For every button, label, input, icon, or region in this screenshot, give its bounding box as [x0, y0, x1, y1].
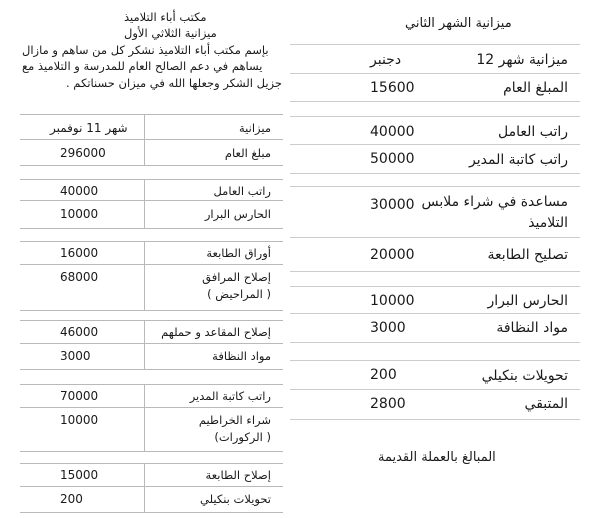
intro-text-line-2: يساهم في دعم الصالح العام للمدرسة و التلاميذ مع	[22, 59, 263, 73]
right-header-month: دجنبر	[370, 52, 402, 68]
intro-text-line-3: جزيل الشكر وجعلها الله في ميزان حسناتكم .	[66, 76, 283, 90]
row-label: الحارس البرار	[487, 293, 568, 309]
table-row	[290, 360, 580, 390]
row-value: 20000	[370, 247, 415, 263]
table-row	[20, 241, 283, 265]
row-label: راتب كاتبة المدير	[189, 389, 271, 403]
currency-note: المبالغ بالعملة القديمة	[378, 450, 496, 465]
row-value: 30000	[370, 197, 415, 213]
left-total-value: 296000	[60, 146, 106, 160]
row-value: 16000	[60, 246, 99, 260]
row-label: راتب العامل	[497, 124, 568, 140]
row-label-cont: التلاميذ	[528, 215, 568, 231]
row-value: 46000	[60, 325, 99, 339]
intro-text-line-1: بإسم مكتب أباء التلاميذ نشكر كل من ساهم و مازال	[22, 43, 269, 57]
office-name: مكتب أباء التلاميذ	[124, 10, 207, 24]
row-label: شراء الخراطيم	[198, 413, 271, 427]
right-total-label: المبلغ العام	[503, 80, 568, 96]
table-row	[290, 286, 580, 314]
row-value: 3000	[370, 320, 406, 336]
table-row	[290, 186, 580, 238]
row-value: 3000	[60, 349, 91, 363]
row-value: 200	[60, 492, 83, 506]
row-label: راتب كاتبة المدير	[469, 152, 568, 168]
table-row	[20, 179, 283, 201]
row-label-cont: ( الركورات)	[214, 430, 271, 444]
row-label: مساعدة في شراء ملابس	[421, 194, 568, 210]
table-row	[290, 145, 580, 174]
table-row	[20, 265, 283, 311]
row-value: 70000	[60, 389, 99, 403]
table-row	[20, 344, 283, 370]
row-value: 10000	[370, 293, 415, 309]
row-value: 40000	[60, 184, 99, 198]
left-total-row	[20, 140, 283, 166]
row-value: 200	[370, 367, 397, 383]
row-label: إصلاح المقاعد و حملهم	[161, 325, 271, 339]
table-row	[20, 384, 283, 408]
row-label: تحويلات بنكيلي	[481, 368, 568, 384]
row-value: 10000	[60, 413, 99, 427]
left-total-label: مبلغ العام	[224, 146, 271, 160]
row-label: الحارس البرار	[204, 207, 271, 221]
row-value: 50000	[370, 151, 415, 167]
row-label-cont: ( المراحيض )	[207, 287, 271, 301]
row-label: مواد النظافة	[496, 320, 568, 336]
right-header-row	[290, 44, 580, 74]
table-row	[290, 238, 580, 272]
table-row	[20, 487, 283, 513]
row-value: 40000	[370, 124, 415, 140]
right-total-row	[290, 74, 580, 102]
left-header-month: شهر 11 نوفمبر	[50, 121, 128, 135]
table-row	[290, 116, 580, 145]
table-row	[290, 314, 580, 343]
row-value: 15000	[60, 468, 99, 482]
budget-title: ميزانية الثلاثي الأول	[124, 26, 217, 40]
row-label: أوراق الطابعة	[206, 246, 271, 260]
row-value: 68000	[60, 270, 99, 284]
row-label: راتب العامل	[213, 184, 271, 198]
row-label: مواد النظافة	[212, 349, 271, 363]
row-label: المتبقي	[524, 396, 568, 412]
row-label: إصلاح الطابعة	[205, 468, 271, 482]
table-row	[20, 463, 283, 487]
table-row	[20, 320, 283, 344]
left-header-row	[20, 114, 283, 140]
row-label: تصليح الطابعة	[487, 247, 568, 263]
row-value: 2800	[370, 396, 406, 412]
table-row	[20, 201, 283, 229]
right-total-value: 15600	[370, 80, 415, 96]
row-label: تحويلات بنكيلي	[200, 492, 271, 506]
right-header-label: ميزانية شهر 12	[476, 52, 568, 68]
row-label: إصلاح المرافق	[202, 270, 271, 284]
left-header-label: ميزانية	[238, 121, 271, 135]
table-row	[290, 390, 580, 420]
right-table-title: ميزانية الشهر الثاني	[405, 16, 512, 31]
table-row	[20, 408, 283, 452]
row-value: 10000	[60, 207, 99, 221]
